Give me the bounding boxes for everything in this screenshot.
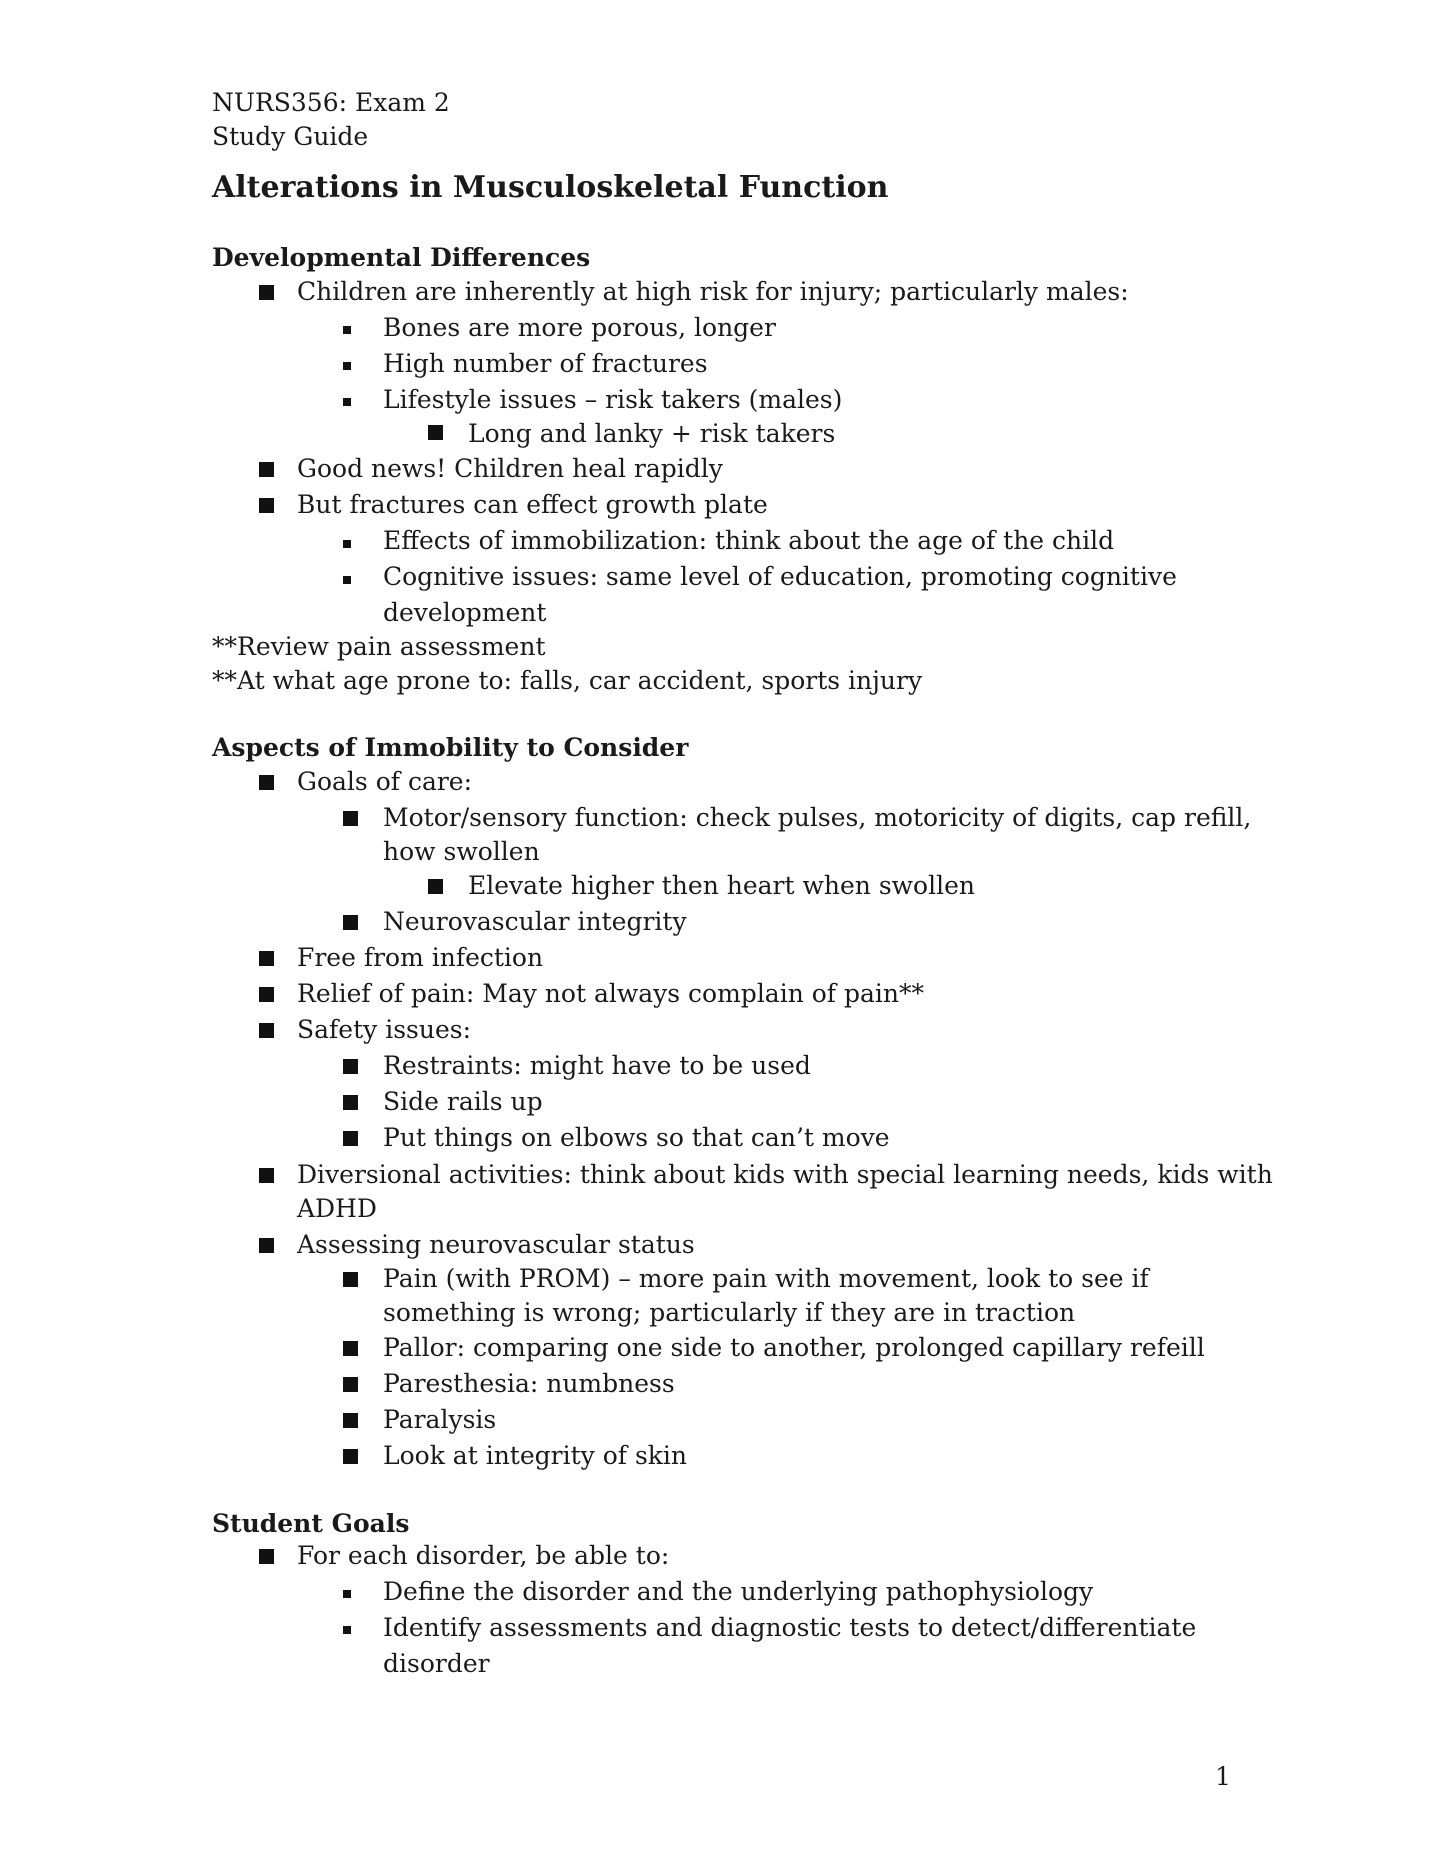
list-item: Paralysis: [383, 1405, 497, 1434]
note-text: **Review pain assessment: [212, 632, 546, 661]
course-header: NURS356: Exam 2: [212, 88, 450, 117]
square-bullet-icon: [259, 775, 274, 790]
list-item: Look at integrity of skin: [383, 1441, 688, 1470]
square-bullet-icon: [259, 1023, 274, 1038]
list-item: Goals of care:: [297, 767, 473, 796]
square-bullet-icon: [343, 1095, 358, 1110]
document-subtitle: Study Guide: [212, 122, 369, 151]
page-title: Alterations in Musculoskeletal Function: [212, 170, 889, 205]
list-item: Pallor: comparing one side to another, prolonged capillary refeill: [383, 1333, 1205, 1362]
section-heading-immobility: Aspects of Immobility to Consider: [212, 733, 689, 762]
list-item-continuation: something is wrong; particularly if they are in traction: [383, 1298, 1076, 1327]
square-bullet-icon: [343, 1377, 358, 1392]
small-bullet-icon: [343, 1626, 351, 1634]
list-item: But fractures can effect growth plate: [297, 490, 768, 519]
list-item-continuation: development: [383, 598, 547, 627]
list-item-continuation: ADHD: [297, 1194, 377, 1223]
list-item: Side rails up: [383, 1087, 543, 1116]
square-bullet-icon: [343, 915, 358, 930]
list-item-continuation: how swollen: [383, 837, 540, 866]
list-item: Paresthesia: numbness: [383, 1369, 675, 1398]
page-number: 1: [1215, 1762, 1231, 1791]
section-heading-developmental: Developmental Differences: [212, 243, 591, 272]
square-bullet-icon: [428, 425, 443, 440]
small-bullet-icon: [343, 398, 351, 406]
list-item: Effects of immobilization: think about the age of the child: [383, 526, 1115, 555]
small-bullet-icon: [343, 540, 351, 548]
list-item: Long and lanky + risk takers: [468, 419, 836, 448]
list-item: Free from infection: [297, 943, 544, 972]
list-item: Pain (with PROM) – more pain with movement, look to see if: [383, 1264, 1149, 1293]
list-item-continuation: disorder: [383, 1649, 490, 1678]
list-item: Lifestyle issues – risk takers (males): [383, 385, 843, 414]
list-item: Cognitive issues: same level of education, promoting cognitive: [383, 562, 1177, 591]
list-item: Restraints: might have to be used: [383, 1051, 811, 1080]
square-bullet-icon: [259, 1238, 274, 1253]
note-text: **At what age prone to: falls, car accident, sports injury: [212, 666, 923, 695]
list-item: Motor/sensory function: check pulses, motoricity of digits, cap refill,: [383, 803, 1252, 832]
square-bullet-icon: [259, 498, 274, 513]
square-bullet-icon: [259, 1168, 274, 1183]
list-item: Define the disorder and the underlying pathophysiology: [383, 1577, 1094, 1606]
small-bullet-icon: [343, 326, 351, 334]
small-bullet-icon: [343, 362, 351, 370]
square-bullet-icon: [343, 1413, 358, 1428]
list-item: High number of fractures: [383, 349, 708, 378]
square-bullet-icon: [259, 951, 274, 966]
list-item: Safety issues:: [297, 1015, 471, 1044]
small-bullet-icon: [343, 1590, 351, 1598]
list-item: Assessing neurovascular status: [297, 1230, 695, 1259]
small-bullet-icon: [343, 576, 351, 584]
list-item: Bones are more porous, longer: [383, 313, 776, 342]
list-item: Elevate higher then heart when swollen: [468, 871, 975, 900]
square-bullet-icon: [343, 1449, 358, 1464]
square-bullet-icon: [343, 1059, 358, 1074]
list-item: Relief of pain: May not always complain of pain**: [297, 979, 925, 1008]
list-item: Neurovascular integrity: [383, 907, 687, 936]
square-bullet-icon: [259, 462, 274, 477]
list-item: Identify assessments and diagnostic tests to detect/differentiate: [383, 1613, 1197, 1642]
list-item: Diversional activities: think about kids with special learning needs, kids with: [297, 1160, 1273, 1189]
square-bullet-icon: [259, 1549, 274, 1564]
square-bullet-icon: [259, 987, 274, 1002]
square-bullet-icon: [259, 285, 274, 300]
list-item: Children are inherently at high risk for injury; particularly males:: [297, 277, 1129, 306]
square-bullet-icon: [428, 879, 443, 894]
square-bullet-icon: [343, 1272, 358, 1287]
square-bullet-icon: [343, 811, 358, 826]
square-bullet-icon: [343, 1131, 358, 1146]
section-heading-goals: Student Goals: [212, 1509, 410, 1538]
list-item: Good news! Children heal rapidly: [297, 454, 723, 483]
list-item: For each disorder, be able to:: [297, 1541, 670, 1570]
square-bullet-icon: [343, 1341, 358, 1356]
list-item: Put things on elbows so that can’t move: [383, 1123, 890, 1152]
